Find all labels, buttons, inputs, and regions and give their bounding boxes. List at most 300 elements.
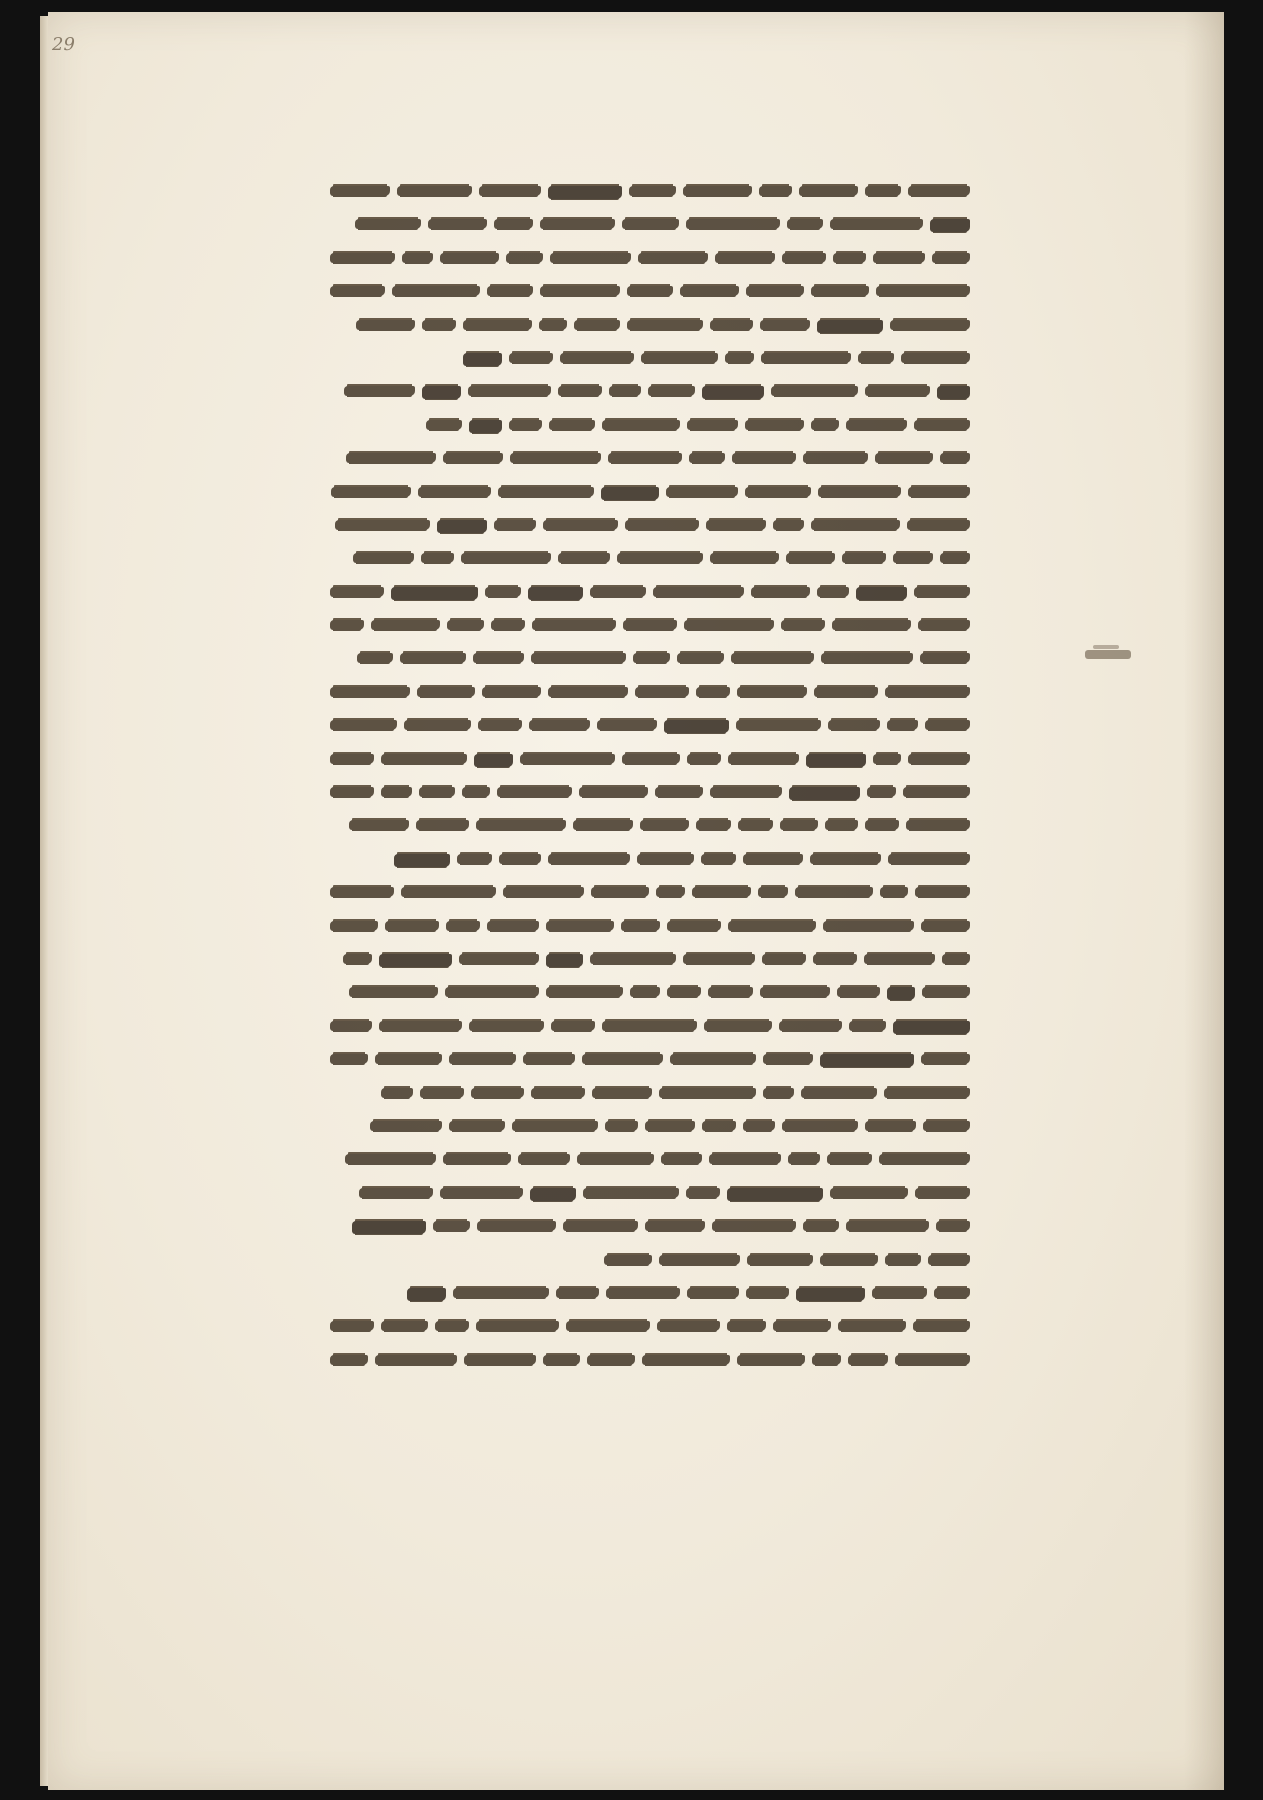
text-line [330, 278, 970, 306]
ink-word [884, 1088, 970, 1098]
ink-word [890, 320, 970, 330]
ink-word [915, 887, 970, 897]
ink-word [645, 1221, 705, 1231]
ink-word [539, 320, 567, 330]
ink-word [330, 1321, 374, 1331]
ink-word [921, 921, 970, 931]
ink-word [701, 854, 736, 864]
ink-word [687, 1288, 739, 1298]
ink-word [546, 921, 614, 931]
ink-word [806, 754, 866, 767]
ink-word [788, 1154, 820, 1164]
ink-word [590, 587, 646, 597]
line-ink [331, 487, 970, 500]
ink-word [758, 887, 788, 897]
text-line [330, 412, 970, 440]
ink-word [609, 386, 641, 396]
ink-word [591, 887, 649, 897]
ink-word [811, 420, 839, 430]
ink-word [494, 219, 533, 229]
ink-word [687, 754, 721, 764]
ink-word [782, 253, 826, 263]
ink-word [449, 1054, 516, 1064]
ink-word [670, 1054, 756, 1064]
ink-word [940, 453, 970, 463]
ink-word [494, 520, 536, 530]
ink-word [934, 1288, 970, 1298]
ink-word [751, 587, 810, 597]
ink-word [426, 420, 462, 430]
line-ink [330, 1054, 970, 1067]
ink-word [667, 921, 721, 931]
ink-word [653, 587, 744, 597]
ink-word [625, 520, 699, 530]
ink-word [474, 754, 513, 767]
folio-number: 29 [52, 34, 75, 55]
ink-word [887, 987, 915, 1000]
ink-word [937, 386, 970, 399]
ink-word [601, 487, 659, 500]
ink-word [737, 687, 807, 697]
ink-word [710, 553, 779, 563]
ink-word [885, 1255, 921, 1265]
ink-word [763, 1054, 813, 1064]
ink-word [551, 1021, 595, 1031]
ink-word [760, 320, 810, 330]
text-line [330, 1180, 970, 1208]
ink-word [548, 186, 622, 199]
ink-word [375, 1355, 457, 1365]
ink-word [908, 186, 970, 196]
line-ink [330, 687, 970, 697]
ink-word [457, 854, 492, 864]
ink-word [404, 720, 471, 730]
ink-word [865, 386, 930, 396]
ink-word [914, 420, 970, 430]
ink-word [893, 1021, 970, 1034]
text-line [330, 1046, 970, 1074]
ink-word [417, 687, 475, 697]
ink-word [476, 820, 566, 830]
text-line [330, 779, 970, 807]
ink-word [743, 1121, 775, 1131]
ink-word [865, 1121, 916, 1131]
ink-word [629, 186, 676, 196]
ink-word [648, 386, 695, 396]
line-ink [330, 587, 970, 600]
ink-word [921, 1054, 970, 1064]
ink-word [617, 553, 703, 563]
ink-word [818, 487, 901, 497]
ink-word [731, 653, 814, 663]
ink-word [936, 1221, 970, 1231]
ink-word [803, 1221, 839, 1231]
ink-word [392, 286, 480, 296]
ink-word [592, 1088, 652, 1098]
text-line [330, 178, 970, 206]
ink-word [381, 1321, 428, 1331]
line-ink [330, 720, 970, 733]
ink-word [577, 1154, 654, 1164]
line-ink [330, 787, 970, 800]
ink-word [590, 954, 676, 964]
ink-word [779, 1021, 842, 1031]
ink-word [518, 1154, 570, 1164]
ink-word [706, 520, 766, 530]
text-line [330, 812, 970, 840]
ink-word [528, 587, 583, 600]
ink-word [645, 1121, 695, 1131]
ink-word [503, 887, 584, 897]
ink-word [550, 253, 631, 263]
ink-word [471, 1088, 524, 1098]
ink-word [530, 1188, 576, 1201]
ink-word [708, 987, 753, 997]
ink-word [846, 1221, 929, 1231]
ink-word [531, 653, 626, 663]
text-line [330, 211, 970, 239]
ink-word [357, 653, 393, 663]
ink-word [548, 687, 628, 697]
ink-word [876, 286, 970, 296]
ink-word [842, 553, 886, 563]
ink-word [906, 820, 970, 830]
ink-word [659, 1255, 740, 1265]
line-ink [330, 921, 970, 931]
text-line [330, 879, 970, 907]
ink-word [381, 1088, 413, 1098]
ink-word [633, 653, 670, 663]
ink-word [760, 987, 830, 997]
ink-word [349, 820, 409, 830]
text-line [330, 612, 970, 640]
ink-word [762, 954, 806, 964]
ink-word [657, 1321, 720, 1331]
ink-word [702, 386, 764, 399]
ink-word [925, 720, 970, 730]
ink-word [880, 887, 908, 897]
ink-word [605, 1121, 638, 1131]
ink-word [462, 787, 490, 797]
text-line [330, 378, 970, 406]
ink-word [485, 587, 521, 597]
ink-word [573, 820, 633, 830]
ink-word [773, 520, 804, 530]
ink-word [346, 453, 436, 463]
ink-word [873, 754, 901, 764]
ink-word [381, 787, 412, 797]
margin-annotation [1085, 650, 1131, 659]
ink-word [907, 520, 970, 530]
ink-word [908, 487, 970, 497]
ink-word [482, 687, 541, 697]
ink-word [497, 787, 572, 797]
ink-word [543, 1355, 580, 1365]
text-line [330, 1213, 970, 1241]
ink-word [330, 253, 395, 263]
ink-word [812, 1355, 841, 1365]
ink-word [787, 219, 823, 229]
line-ink [349, 820, 970, 830]
ink-word [344, 386, 415, 396]
ink-word [817, 587, 849, 597]
ink-word [635, 687, 689, 697]
line-ink [426, 420, 970, 433]
ink-word [780, 820, 818, 830]
line-ink [330, 253, 970, 263]
ink-word [461, 553, 551, 563]
ink-word [856, 587, 907, 600]
text-line [330, 1146, 970, 1174]
ink-word [446, 921, 480, 931]
text-line [330, 1313, 970, 1341]
ink-word [355, 219, 421, 229]
ink-word [335, 520, 430, 530]
main-text-block [330, 178, 970, 1388]
ink-word [443, 453, 503, 463]
line-ink [330, 186, 970, 199]
ink-word [421, 553, 454, 563]
ink-word [887, 720, 918, 730]
ink-word [546, 954, 583, 967]
ink-word [498, 487, 594, 497]
ink-word [558, 386, 602, 396]
ink-word [422, 320, 456, 330]
ink-word [356, 320, 415, 330]
ink-word [656, 887, 685, 897]
ink-word [903, 787, 970, 797]
line-ink [394, 854, 970, 867]
ink-word [664, 720, 729, 733]
ink-word [549, 420, 595, 430]
ink-word [330, 921, 378, 931]
ink-word [509, 353, 553, 363]
ink-word [747, 1255, 813, 1265]
ink-word [727, 1188, 823, 1201]
ink-word [930, 219, 970, 232]
ink-word [608, 453, 682, 463]
ink-word [848, 1355, 888, 1365]
line-ink [330, 1355, 970, 1365]
line-ink [330, 620, 970, 630]
text-line [330, 979, 970, 1007]
ink-word [582, 1054, 663, 1064]
ink-word [487, 921, 539, 931]
ink-word [330, 887, 394, 897]
text-line [330, 1113, 970, 1141]
ink-word [915, 1188, 970, 1198]
ink-word [487, 286, 533, 296]
ink-word [385, 921, 439, 931]
line-ink [370, 1121, 970, 1131]
ink-word [715, 253, 775, 263]
ink-word [491, 620, 525, 630]
ink-word [641, 353, 718, 363]
ink-word [604, 1255, 652, 1265]
ink-word [811, 520, 900, 530]
ink-word [597, 720, 657, 730]
ink-word [449, 1121, 505, 1131]
ink-word [558, 553, 610, 563]
ink-word [353, 553, 414, 563]
line-ink [407, 1288, 970, 1301]
ink-word [621, 921, 660, 931]
ink-word [477, 1221, 556, 1231]
ink-word [579, 787, 648, 797]
ink-word [712, 1221, 796, 1231]
ink-word [746, 286, 804, 296]
ink-word [727, 1321, 766, 1331]
ink-word [745, 420, 804, 430]
ink-word [813, 954, 857, 964]
ink-word [402, 253, 433, 263]
ink-word [330, 620, 364, 630]
ink-word [531, 1088, 585, 1098]
ink-word [476, 1321, 559, 1331]
text-line [330, 479, 970, 507]
ink-word [830, 1188, 908, 1198]
ink-word [833, 253, 866, 263]
ink-word [330, 720, 397, 730]
ink-word [623, 620, 677, 630]
ink-word [873, 253, 925, 263]
ink-word [478, 720, 522, 730]
ink-word [732, 453, 796, 463]
ink-word [330, 1021, 372, 1031]
ink-word [468, 386, 551, 396]
ink-word [686, 1188, 720, 1198]
ink-word [838, 1321, 906, 1331]
ink-word [849, 1021, 886, 1031]
ink-word [506, 253, 543, 263]
ink-word [893, 553, 933, 563]
ink-word [331, 487, 411, 497]
ink-word [606, 1288, 680, 1298]
line-ink [330, 887, 970, 897]
ink-word [746, 1288, 789, 1298]
ink-word [330, 1355, 368, 1365]
ink-word [696, 820, 731, 830]
ink-word [796, 1288, 865, 1301]
ink-word [512, 1121, 598, 1131]
ink-word [728, 921, 816, 931]
ink-word [763, 1088, 794, 1098]
ink-word [556, 1288, 599, 1298]
ink-word [655, 787, 703, 797]
text-line [330, 712, 970, 740]
line-ink [355, 219, 970, 232]
ink-word [827, 1154, 872, 1164]
ink-word [447, 620, 484, 630]
text-line [330, 579, 970, 607]
ink-word [814, 687, 878, 697]
ink-word [875, 453, 933, 463]
ink-word [865, 186, 901, 196]
ink-word [781, 620, 825, 630]
ink-word [908, 754, 970, 764]
ink-word [640, 820, 689, 830]
text-line [330, 345, 970, 373]
ink-word [928, 1255, 970, 1265]
text-line [330, 445, 970, 473]
ink-word [379, 954, 452, 967]
ink-word [330, 587, 384, 597]
ink-word [566, 1321, 650, 1331]
ink-word [932, 253, 970, 263]
ink-word [345, 1154, 436, 1164]
ink-word [725, 353, 754, 363]
ink-word [710, 787, 782, 797]
line-ink [330, 1321, 970, 1331]
line-ink [356, 320, 970, 333]
ink-word [683, 954, 755, 964]
ink-word [463, 353, 502, 366]
ink-word [638, 253, 708, 263]
ink-word [667, 987, 701, 997]
ink-word [381, 754, 467, 764]
ink-word [419, 787, 455, 797]
ink-word [867, 787, 896, 797]
ink-word [858, 353, 894, 363]
ink-word [371, 620, 440, 630]
ink-word [846, 420, 907, 430]
line-ink [349, 987, 970, 1000]
ink-word [689, 453, 725, 463]
ink-word [433, 1221, 470, 1231]
ink-word [540, 286, 620, 296]
ink-word [823, 921, 914, 931]
ink-word [680, 286, 739, 296]
ink-word [420, 1088, 464, 1098]
text-line [330, 1013, 970, 1041]
ink-word [865, 820, 899, 830]
ink-word [759, 186, 792, 196]
ink-word [710, 320, 753, 330]
ink-word [394, 854, 450, 867]
text-line [330, 545, 970, 573]
ink-word [659, 1088, 756, 1098]
ink-word [469, 420, 502, 433]
text-line [330, 1080, 970, 1108]
ink-word [745, 487, 811, 497]
ink-word [913, 1321, 970, 1331]
ink-word [330, 286, 385, 296]
ink-word [864, 954, 935, 964]
ink-word [830, 219, 923, 229]
text-line [330, 946, 970, 974]
ink-word [379, 1021, 462, 1031]
ink-word [330, 1054, 368, 1064]
text-line [330, 846, 970, 874]
ink-word [923, 1121, 970, 1131]
ink-word [428, 219, 487, 229]
line-ink [353, 553, 970, 563]
text-line [330, 645, 970, 673]
ink-word [684, 620, 774, 630]
ink-word [709, 1154, 781, 1164]
ink-word [888, 854, 970, 864]
text-line [330, 913, 970, 941]
ink-word [637, 854, 694, 864]
text-line [330, 746, 970, 774]
text-line [330, 512, 970, 540]
text-line [330, 1347, 970, 1375]
ink-word [469, 1021, 544, 1031]
ink-word [914, 587, 970, 597]
ink-word [546, 987, 623, 997]
ink-word [627, 320, 703, 330]
ink-word [879, 1154, 970, 1164]
